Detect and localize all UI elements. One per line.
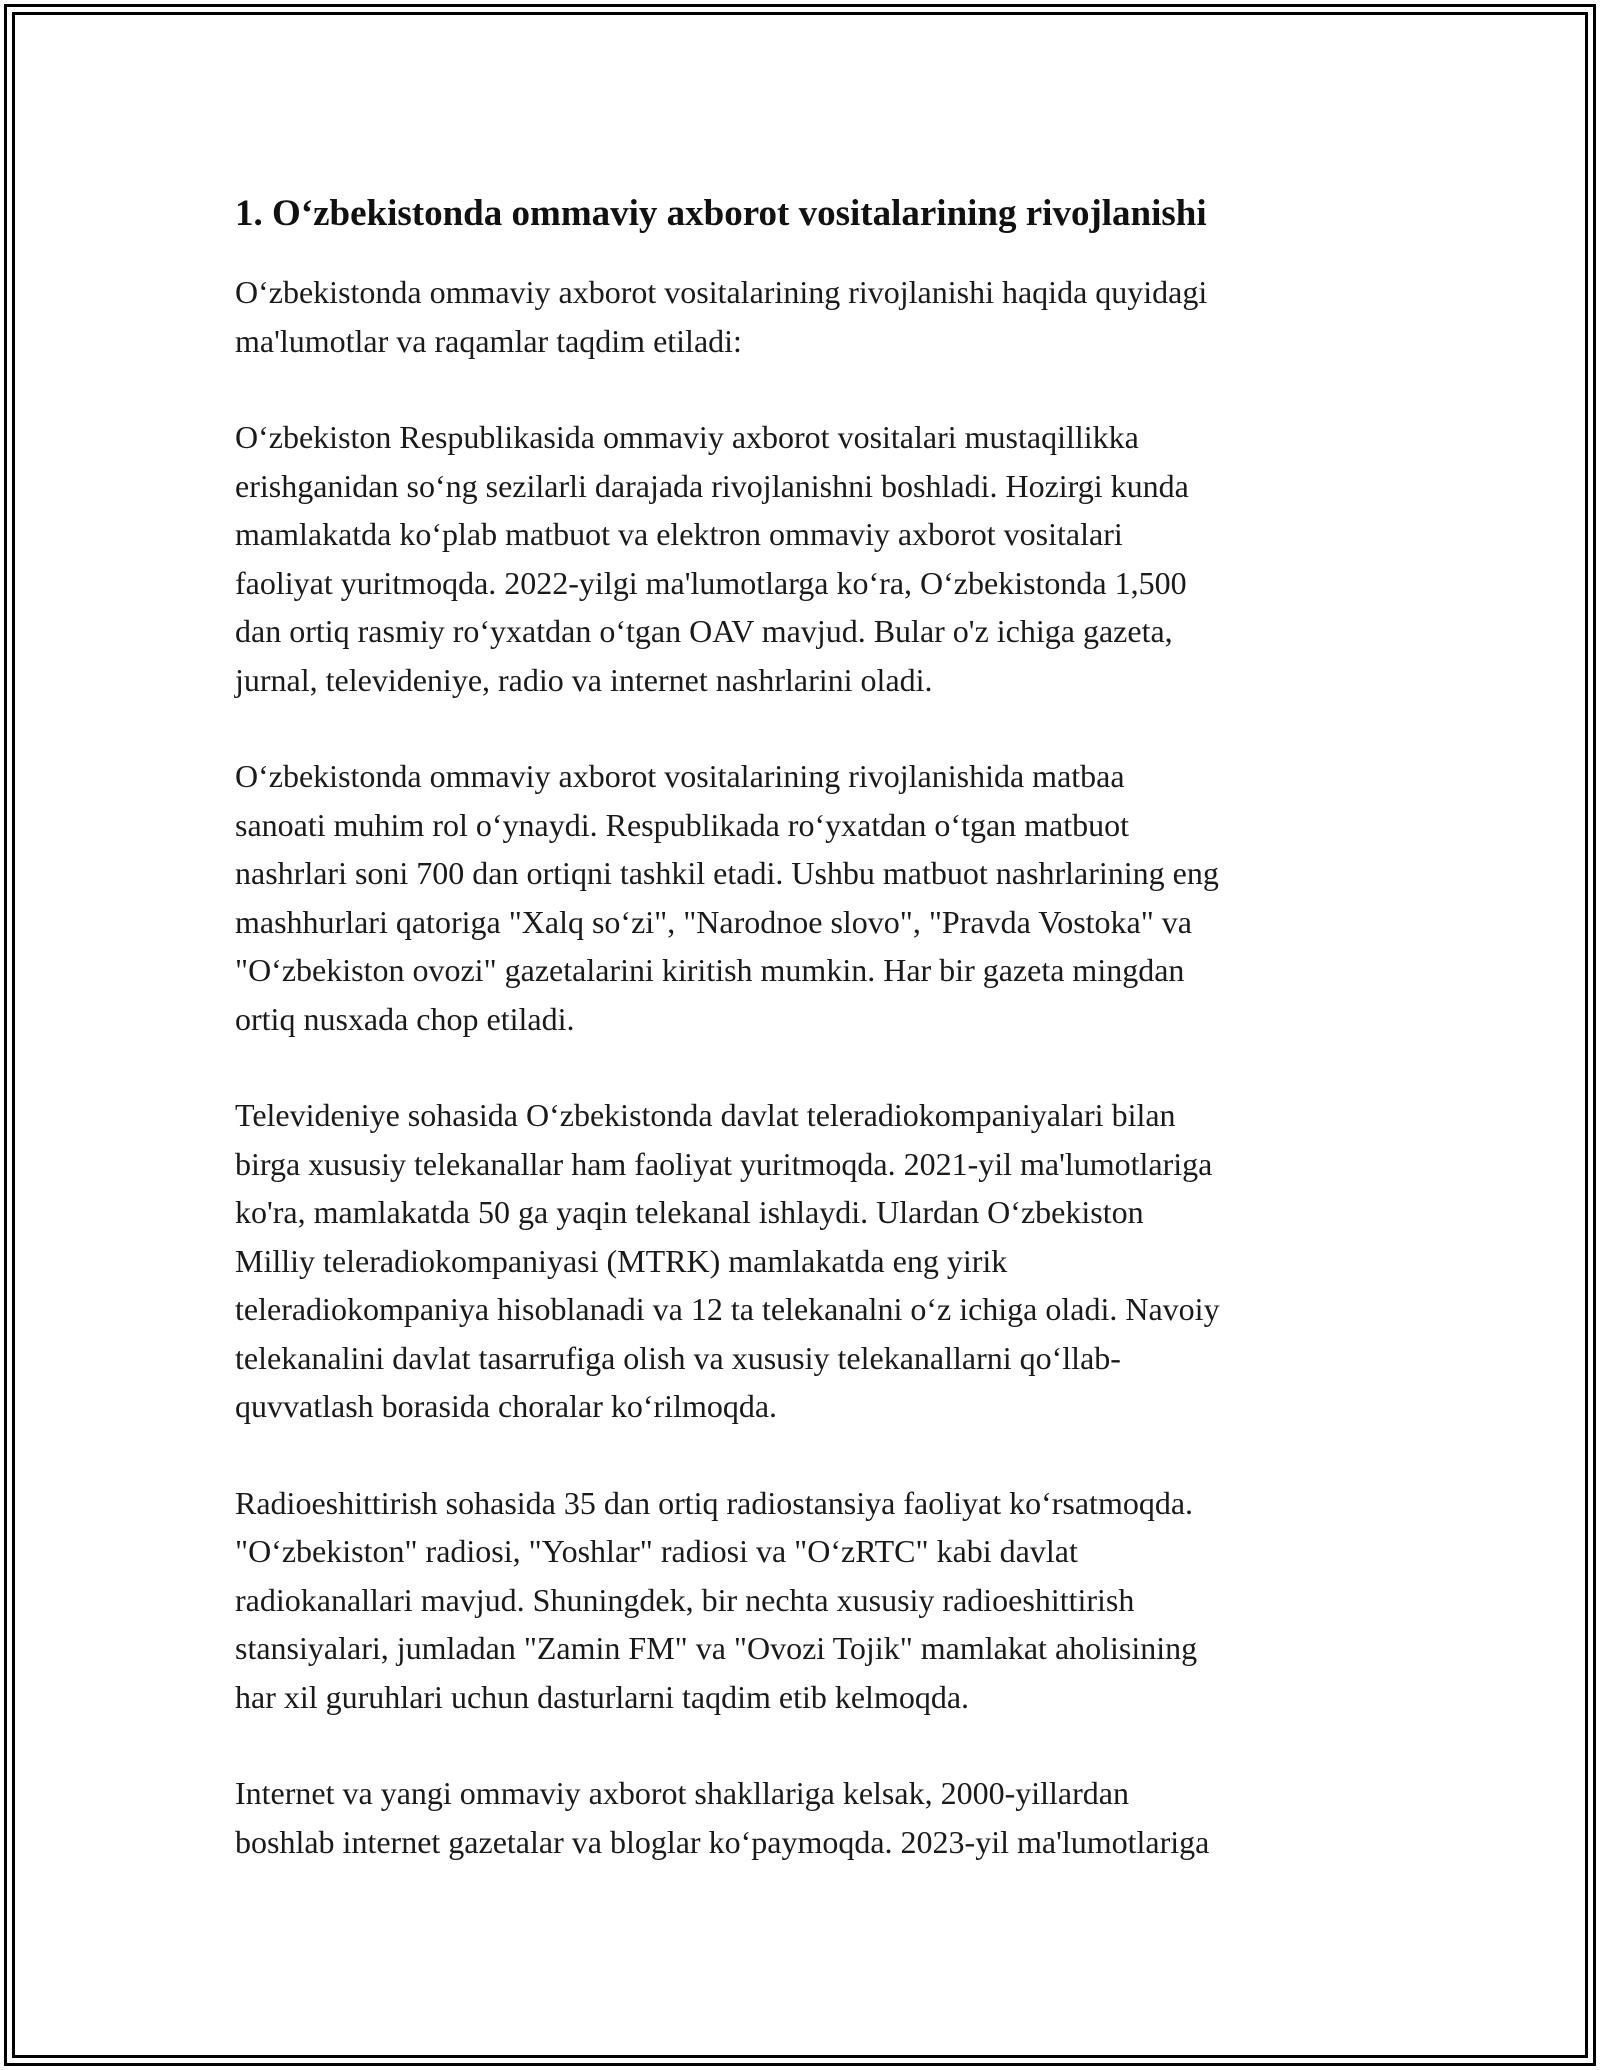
paragraph-radio (235, 1479, 1370, 1722)
section-title: 1. Oʻzbekistonda ommaviy axborot vositalarining rivojlanishi (235, 193, 1207, 234)
text-line: ortiq nusxada chop etiladi. (235, 1000, 575, 1037)
text-line: "Oʻzbekiston" radiosi, "Yoshlar" radiosi va "OʻzRTC" kabi davlat (235, 1533, 1078, 1569)
text-line: mashhurlari qatoriga "Xalq soʻzi", "Narodnoe slovo", "Pravda Vostoka" va (235, 903, 1192, 940)
paragraph-television (235, 1091, 1370, 1431)
paragraph-internet-media (235, 1769, 1370, 1866)
text-line: sanoati muhim rol oʻynaydi. Respublikada roʻyxatdan oʻtgan matbuot (235, 806, 1130, 843)
text-line: boshlab internet gazetalar va bloglar koʻpaymoqda. 2023-yil ma'lumotlariga (235, 1823, 1210, 1860)
text-line: ma'lumotlar va raqamlar taqdim etiladi: (235, 322, 742, 359)
text-line: dan ortiq rasmiy roʻyxatdan oʻtgan OAV mavjud. Bular o'z ichiga gazeta, (235, 613, 1173, 649)
text-line: stansiyalari, jumladan "Zamin FM" va "Ovozi Tojik" mamlakat aholisining (235, 1630, 1198, 1666)
text-line: Internet va yangi ommaviy axborot shakllariga kelsak, 2000-yillardan (235, 1775, 1129, 1811)
paragraph-media-overview (235, 413, 1370, 704)
text-line: ko'ra, mamlakatda 50 ga yaqin telekanal ishlaydi. Ulardan Oʻzbekiston (235, 1194, 1144, 1230)
text-line: Oʻzbekistonda ommaviy axborot vositalarining rivojlanishi haqida quyidagi (235, 274, 1208, 310)
text-line: birga xususiy telekanallar ham faoliyat yuritmoqda. 2021-yil ma'lumotlariga (235, 1145, 1213, 1182)
text-line: "Oʻzbekiston ovozi" gazetalarini kiritish mumkin. Har bir gazeta mingdan (235, 952, 1185, 988)
paragraph-intro (235, 268, 1370, 365)
text-line: Televideniye sohasida Oʻzbekistonda davlat teleradiokompaniyalari bilan (235, 1097, 1176, 1133)
text-line: Radioeshittirish sohasida 35 dan ortiq radiostansiya faoliyat koʻrsatmoqda. (235, 1484, 1194, 1521)
text-line: Milliy teleradiokompaniyasi (MTRK) mamlakatda eng yirik (235, 1242, 1008, 1279)
text-line: mamlakatda koʻplab matbuot va elektron ommaviy axborot vositalari (235, 516, 1123, 552)
text-line: radiokanallari mavjud. Shuningdek, bir nechta xususiy radioeshittirish (235, 1581, 1135, 1618)
text-line: har xil guruhlari uchun dasturlarni taqdim etib kelmoqda. (235, 1678, 970, 1715)
text-line: telekanalini davlat tasarrufiga olish va xususiy telekanallarni qoʻllab- (235, 1339, 1121, 1376)
paragraph-print-media (235, 752, 1370, 1043)
text-line: nashrlari soni 700 dan ortiqni tashkil etadi. Ushbu matbuot nashrlarining eng (235, 855, 1219, 891)
text-line: Oʻzbekiston Respublikasida ommaviy axborot vositalari mustaqillikka (235, 419, 1139, 455)
text-line: erishganidan soʻng sezilarli darajada rivojlanishni boshladi. Hozirgi kunda (235, 467, 1189, 504)
text-line: faoliyat yuritmoqda. 2022-yilgi ma'lumotlarga koʻra, Oʻzbekistonda 1,500 (235, 564, 1187, 601)
text-line: jurnal, televideniye, radio va internet nashrlarini oladi. (235, 661, 933, 698)
document-body (235, 188, 1370, 1914)
text-line: teleradiokompaniya hisoblanadi va 12 ta telekanalni oʻz ichiga oladi. Navoiy (235, 1291, 1220, 1327)
text-line: Oʻzbekistonda ommaviy axborot vositalarining rivojlanishida matbaa (235, 758, 1125, 794)
text-line: quvvatlash borasida choralar koʻrilmoqda. (235, 1388, 778, 1424)
